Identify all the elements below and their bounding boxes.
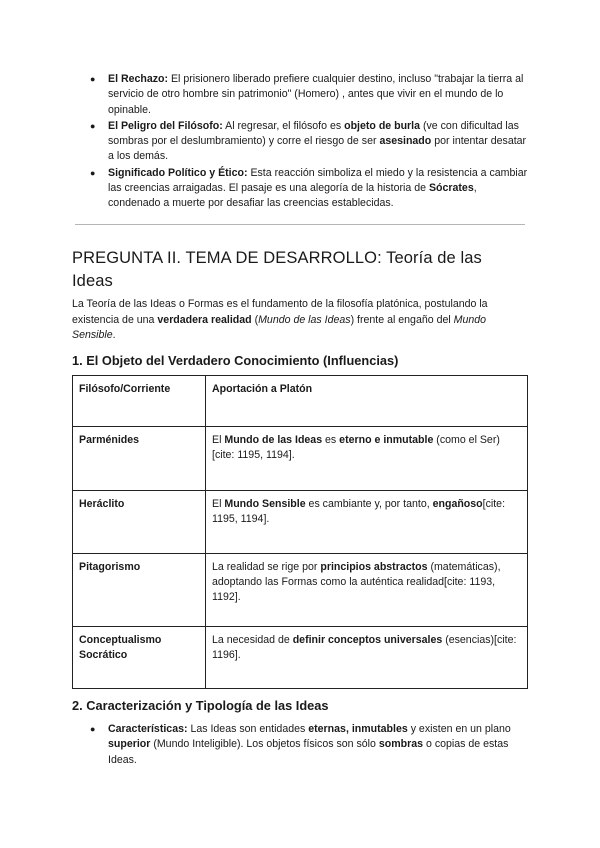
bullet-icon: ● (90, 724, 96, 734)
row-label-heraclito: Heráclito (73, 491, 206, 554)
row-contribution-pitagorismo (206, 554, 528, 627)
intro-text: ) frente al engaño del (350, 313, 454, 326)
bullet-icon: ● (90, 120, 96, 131)
bottom-bullet-list (90, 722, 530, 768)
table-row (73, 491, 528, 554)
item-text: por intentar desatar a los demás. (108, 135, 527, 163)
cell-emphasis: engañoso (432, 498, 483, 510)
item-text: Esta reacción simboliza el miedo y la resistencia a cambiar las creencias arraigadas. El pasaje es una alegoría de la historia de (108, 166, 528, 195)
row-contribution-conceptualismo (206, 627, 528, 689)
bullet-icon: ● (90, 74, 96, 84)
cell-text: es (322, 434, 340, 446)
row-contribution-parmenides (206, 427, 528, 491)
heading-influences: 1. El Objeto del Verdadero Conocimiento (Influencias) (72, 353, 399, 368)
row-label-pitagorismo: Pitagorismo (73, 554, 206, 627)
item-text: (Mundo Inteligible). Los objetos físicos son sólo (150, 738, 379, 751)
cell-text: es cambiante y, por tanto, (305, 498, 433, 510)
row-label-parmenides: Parménides (73, 427, 206, 491)
column-header-philosopher: Filósofo/Corriente (73, 376, 206, 427)
item-emphasis: asesinado (379, 135, 432, 148)
item-emphasis: Sócrates (428, 182, 474, 195)
cell-emphasis: eterno e inmutable (339, 434, 434, 446)
list-item-peligro (90, 119, 530, 165)
item-text: y existen en un plano (407, 723, 511, 735)
column-header-contribution: Aportación a Platón (206, 376, 528, 427)
intro-italic: Mundo de las Ideas (258, 313, 351, 326)
cell-text: (como el Ser)[cite: 1195, 1194]. (212, 434, 500, 462)
item-emphasis: sombras (378, 738, 424, 751)
cell-text: (esencias)[cite: 1196]. (212, 634, 517, 662)
item-text: , condenado a muerte por desafiar las creencias establecidas. (108, 182, 477, 210)
horizontal-divider (75, 224, 525, 225)
intro-emphasis: verdadera realidad (157, 313, 252, 326)
heading-characterization: 2. Caracterización y Tipología de las Ideas (72, 698, 329, 713)
cell-emphasis: definir conceptos universales (292, 634, 443, 646)
item-label: Significado Político y Ético: (108, 166, 248, 179)
table-row (73, 627, 528, 689)
cell-text: La realidad se rige por (212, 561, 321, 573)
item-text: Al regresar, el filósofo es (222, 119, 345, 132)
item-label: El Peligro del Filósofo: (108, 119, 223, 132)
item-text: o copias de estas Ideas. (108, 738, 509, 766)
influences-table (72, 375, 528, 689)
list-item-caracteristicas (90, 722, 530, 768)
cell-emphasis: Mundo de las Ideas (224, 434, 323, 446)
top-bullet-list (90, 72, 530, 213)
table-row (73, 554, 528, 627)
item-label: El Rechazo: (108, 73, 169, 85)
cell-emphasis: principios abstractos (320, 561, 428, 573)
section-title: PREGUNTA II. TEMA DE DESARROLLO: Teoría de las Ideas (72, 249, 482, 290)
table-header-row (73, 376, 528, 427)
item-emphasis: superior (108, 738, 151, 751)
cell-text: (matemáticas), adoptando las Formas como la auténtica realidad[cite: 1193, 1192]. (212, 561, 501, 604)
item-emphasis: eternas, inmutables (308, 723, 408, 735)
cell-text: La necesidad de (212, 634, 293, 646)
item-text: (ve con dificultad las sombras por el deslumbramiento) y corre el riesgo de ser (108, 119, 519, 148)
item-text: El prisionero liberado prefiere cualquier destino, incluso "trabajar la tierra al servicio de otro hombre sin patrimonio" (Homero) , antes que vivir en el mundo de lo opinable. (108, 73, 524, 116)
item-emphasis: objeto de burla (344, 119, 421, 132)
intro-text: . (112, 329, 116, 341)
list-item-rechazo (90, 72, 530, 118)
item-label: Características: (108, 723, 188, 735)
cell-text: El (212, 498, 225, 510)
table-row (73, 427, 528, 491)
intro-text: La Teoría de las Ideas o Formas es el fundamento de la filosofía platónica, postulando la existencia de una (72, 298, 488, 326)
cell-emphasis: Mundo Sensible (224, 498, 306, 510)
intro-paragraph (72, 297, 527, 344)
cell-text: [cite: 1195, 1194]. (212, 498, 506, 526)
bullet-icon: ● (90, 167, 96, 178)
row-label-conceptualismo: Conceptualismo Socrático (73, 627, 206, 689)
cell-text: El (212, 434, 225, 446)
item-text: Las Ideas son entidades (187, 723, 309, 735)
row-contribution-heraclito (206, 491, 528, 554)
list-item-significado (90, 166, 530, 212)
intro-text: ( (251, 313, 259, 326)
intro-italic: Mundo Sensible (72, 313, 487, 341)
